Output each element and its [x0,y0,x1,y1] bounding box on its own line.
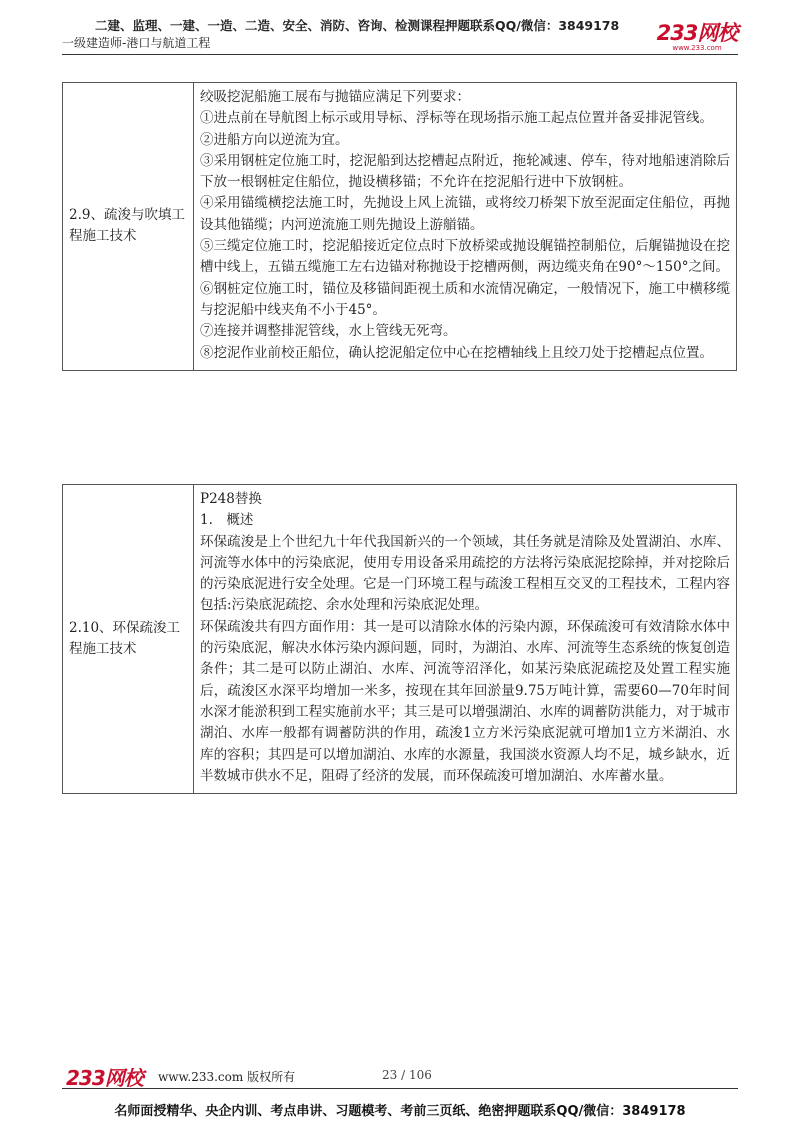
paragraph: P248替换 [200,491,262,507]
paragraph: ⑤三缆定位施工时，挖泥船接近定位点时下放桥梁或抛设艉锚控制船位，后艉锚抛设在挖槽中线上，五锚五缆施工左右边锚对称抛设于挖槽两侧，两边缆夹角在90°～150°之间。 [200,238,730,276]
section-body [194,83,737,371]
paragraph: ②进船方向以逆流为宜。 [200,131,349,148]
footer-divider [62,1088,738,1089]
paragraph: 1. 概述 [200,512,254,529]
logo-site: www.233.com [672,44,722,52]
table-row [63,83,737,371]
document-subtitle: 一级建造师-港口与航道工程 [62,36,211,50]
section-table-dredging [62,82,737,371]
paragraph: 绞吸挖泥船施工展布与抛锚应满足下列要求： [200,89,470,105]
footer-promo-text: 名师面授精华、央企内训、考点串讲、习题模考、考前三页纸、绝密押题联系QQ/微信：3849178 [114,1104,686,1119]
section-topic: 2.10、环保疏浚工程施工技术 [63,485,194,794]
section-body [194,485,737,794]
table-row [63,485,737,794]
paragraph: 环保疏浚共有四方面作用：其一是可以清除水体的污染内源，环保疏浚可有效清除水体中的污染底泥，解决水体污染内源问题，同时，为湖泊、水库、河流等生态系统的恢复创造条件；其二是可以防止湖泊、水库、河流等沼泽化，如某污染底泥疏挖及处置工程实施后，疏浚区水深平均增加一米多，按现在其年回淤量9.75万吨计算，需要60—70年时间水深才能淤积到工程实施前水平；其三是可以增强湖泊、水库的调蓄防洪能力，对于城市湖泊、水库一般都有调蓄防洪的作用，疏浚1立方米污染底泥就可增加1立方米湖泊、水库的容积；其四是可以增加湖泊、水库的水源量，我国淡水资源人均不足，城乡缺水，近半数城市供水不足，阻碍了经济的发展，而环保疏浚可增加湖泊、水库蓄水量。 [200,618,730,784]
header-divider [62,54,738,55]
logo-mark: 233网校 [656,21,738,45]
section-table-env-dredging [62,484,737,794]
paragraph: ③采用钢桩定位施工时，挖泥船到达挖槽起点附近，拖轮减速、停车，待对地船速消除后下放一根钢桩定住船位，抛设横移锚；不允许在挖泥船行进中下放钢桩。 [200,152,730,191]
paragraph: ⑥钢桩定位施工时，锚位及移锚间距视土质和水流情况确定，一般情况下，施工中横移缆与挖泥船中线夹角不小于45°。 [200,280,730,318]
page-number: 23 / 106 [382,1068,432,1082]
section-topic: 2.9、疏浚与吹填工程施工技术 [63,83,194,371]
paragraph: 环保疏浚是上个世纪九十年代我国新兴的一个领域，其任务就是清除及处置湖泊、水库、河流等水体中的污染底泥，使用专用设备采用疏挖的方法将污染底泥挖除掉，并对挖除后的污染底泥进行安全处理。它是一门环境工程与疏浚工程相互交叉的工程技术，工程内容包括:污染底泥疏挖、余水处理和污染底泥处理。 [200,533,730,614]
footer-logo[interactable]: 233网校 [66,1066,143,1090]
paragraph: ④采用锚缆横挖法施工时，先抛设上风上流锚，或将绞刀桥架下放至泥面定住船位，再抛设其他锚缆；内河逆流施工则先抛设上游艏锚。 [200,195,730,233]
header-promo-text: 二建、监理、一建、一造、二造、安全、消防、咨询、检测课程押题联系QQ/微信：3849178 [95,18,620,33]
footer-copyright: www.233.com 版权所有 [158,1070,296,1084]
paragraph: ⑦连接并调整排泥管线，水上管线无死弯。 [200,323,457,340]
paragraph: ⑧挖泥作业前校正船位，确认挖泥船定位中心在挖槽轴线上且绞刀处于挖槽起点位置。 [200,344,713,361]
site-logo[interactable] [654,22,740,52]
paragraph: ①进点前在导航图上标示或用导标、浮标等在现场指示施工起点位置并备妥排泥管线。 [200,110,713,127]
